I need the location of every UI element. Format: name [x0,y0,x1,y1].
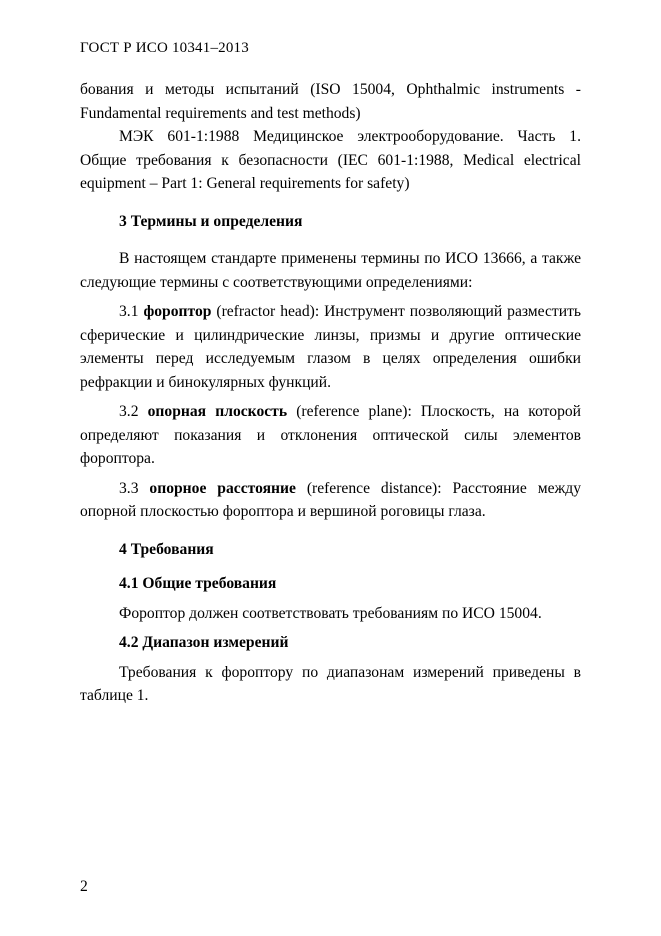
paragraph-iec-reference: МЭК 601-1:1988 Медицинское электрооборудование. Часть 1. Общие требования к безопасности (IEC 601-1:1988, Medical electrical equipment – Part 1: General requirements for safety) [80,128,581,192]
section-heading-requirements: 4 Требования [119,540,214,558]
paragraph-general-requirements: Фороптор должен соответствовать требованиям по ИСО 15004. [119,604,542,622]
subsection-heading-general: 4.1 Общие требования [119,575,277,592]
term-definition-3-2 [80,400,581,471]
page-number: 2 [80,878,88,895]
term-name: опорное расстояние [149,479,296,497]
document-body [80,78,581,708]
term-text: (reference plane): Плоскость, на которой определяют показания и отклонения оптической силы элементов фороптора. [80,403,582,467]
subsection-heading-range: 4.2 Диапазон измерений [119,634,289,651]
paragraph-range-requirements: Требования к фороптору по диапазонам измерений приведены в таблице 1. [80,663,581,704]
term-definition-3-1 [80,300,581,394]
paragraph-terms-intro: В настоящем стандарте применены термины по ИСО 13666, а также следующие термины с соответствующими определениями: [80,250,581,291]
term-number: 3.3 [119,479,150,497]
term-name: фороптор [143,303,212,320]
section-heading-terms: 3 Термины и определения [119,212,303,230]
term-name: опорная плоскость [147,403,288,420]
term-definition-3-3 [80,477,581,524]
term-number: 3.2 [119,403,148,420]
term-text: (refractor head): Инструмент позволяющий разместить сферические и цилиндрические линзы, призмы и другие оптические элементы перед исследуемым глазом в целях определения ошибки рефракции и бинокулярных функций. [80,303,581,391]
term-number: 3.1 [119,303,144,320]
paragraph-continuation: бования и методы испытаний (ISO 15004, Ophthalmic instruments - Fundamental requirements and test methods) [80,81,581,122]
document-header: ГОСТ Р ИСО 10341–2013 [80,40,249,56]
term-text: (reference distance): Расстояние между опорной плоскостью фороптора и вершиной роговицы глаза. [80,479,581,520]
